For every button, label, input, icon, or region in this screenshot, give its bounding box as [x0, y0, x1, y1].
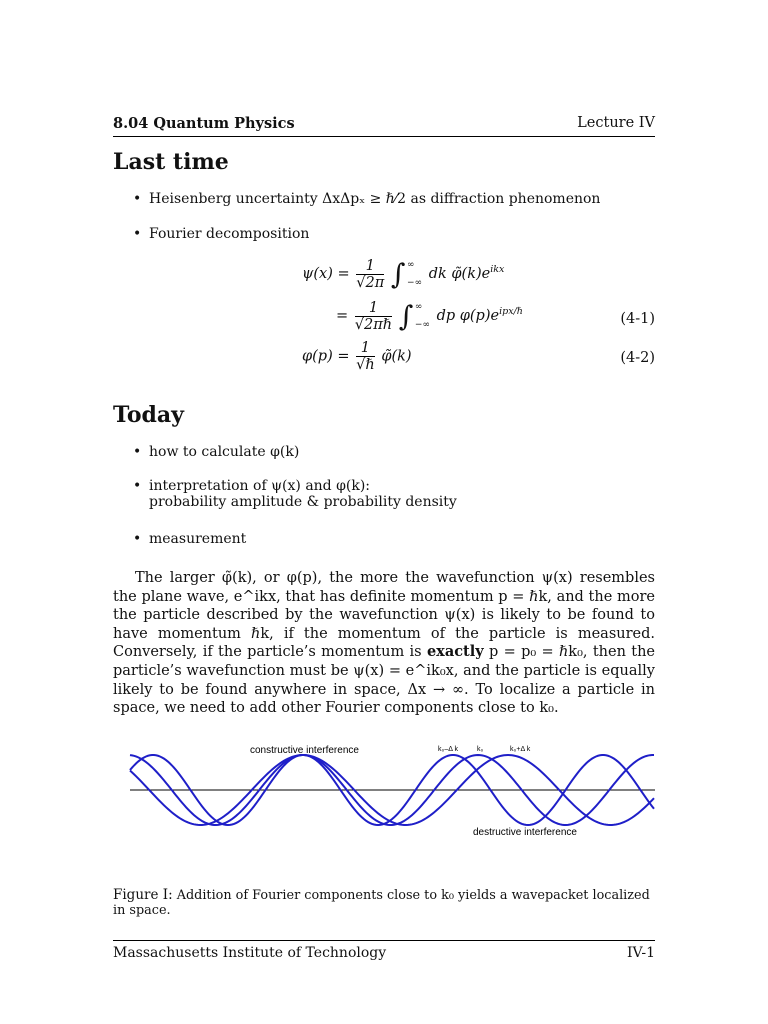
eq3-rhs: φ̃(k): [381, 348, 412, 365]
eq1-num: 1: [356, 258, 384, 275]
lecture-label: Lecture IV: [577, 115, 655, 131]
footer-rule: [113, 940, 655, 941]
eq2-equals: =: [336, 308, 349, 324]
bullet-heisenberg: [133, 191, 601, 207]
label-constructive: constructive interference: [250, 745, 359, 756]
bullet-calculate: [133, 444, 300, 460]
label-k0: k₀: [477, 746, 484, 753]
label-k0-plus-dk: k₀+Δ k: [510, 746, 531, 753]
body-paragraph: [113, 569, 655, 718]
header-rule: [113, 136, 655, 137]
eq3-num: 1: [356, 340, 375, 357]
equation-line-1: [302, 256, 504, 292]
bullet-text: Heisenberg uncertainty ΔxΔpₓ ≥ ℏ⁄2 as diffraction phenomenon: [149, 191, 601, 207]
interference-figure: [120, 736, 665, 848]
upper-limit: ∞: [407, 260, 415, 270]
integral-sign: ∫: [398, 299, 414, 333]
section-title-today: Today: [113, 402, 184, 428]
bullet-text: interpretation of ψ(x) and φ(k):: [149, 478, 371, 494]
figure-caption: [113, 887, 655, 918]
paragraph-text-1: The larger φ̃(k), or φ(p), the more the wavefunction ψ(x) resembles the plane wave, e^ikx, that has definite momentum p = ℏk, and the more the particle described by the wavefunction ψ(x) is likely to be found to have momentum ℏk, if the momentum of the particle is measured. Conversely, if the particle’s momentum is: [113, 570, 655, 661]
bullet-fourier: [133, 226, 310, 242]
caption-label: Figure I:: [113, 887, 173, 903]
eq2-den: √2πℏ: [354, 316, 393, 333]
integral-limits: [407, 256, 422, 292]
equation-line-2: [336, 298, 523, 334]
bullet-text: measurement: [149, 531, 247, 547]
bullet-dot: •: [133, 226, 142, 242]
eq1-lhs: ψ(x) =: [302, 266, 350, 282]
equation-number-4-1: (4-1): [620, 311, 655, 327]
equation-number-4-2: (4-2): [620, 350, 655, 366]
paragraph-text-2: p = p₀ = ℏk₀, then the particle’s wavefunction must be ψ(x) = e^ik₀x, and the particle is equally likely to be found anywhere in space, Δx → ∞. To localize a particle in space, we need to add other Fourier components close to k₀.: [113, 644, 655, 717]
bullet-dot: •: [133, 531, 142, 547]
footer-institution: Massachusetts Institute of Technology: [113, 945, 387, 961]
eq1-fraction: [356, 258, 384, 291]
equation-line-3: [302, 340, 412, 373]
bullet-text-line2: probability amplitude & probability density: [149, 494, 457, 510]
lower-limit: −∞: [407, 278, 423, 288]
bullet-text: Fourier decomposition: [149, 226, 310, 242]
section-title-last-time: Last time: [113, 149, 229, 175]
caption-text: Addition of Fourier components close to k₀ yields a wavepacket localized in space.: [113, 888, 650, 918]
eq2-num: 1: [355, 300, 392, 317]
label-k0-minus-dk: k₀–Δ k: [438, 746, 459, 753]
eq3-fraction: [356, 340, 375, 373]
bullet-dot: •: [133, 444, 142, 460]
eq1-den: √2π: [356, 274, 385, 291]
upper-limit: ∞: [414, 302, 423, 312]
eq2-integrand: dp φ(p)e: [436, 308, 500, 324]
bullet-text: how to calculate φ(k): [149, 444, 300, 460]
course-title: 8.04 Quantum Physics: [113, 115, 295, 132]
eq2-fraction: [355, 300, 392, 333]
bullet-dot: •: [133, 191, 142, 207]
bullet-dot: •: [133, 478, 142, 494]
eq3-lhs: φ(p) =: [302, 348, 350, 365]
eq2-exponent: ipx/ℏ: [499, 306, 523, 318]
eq1-integrand: dk φ̃(k)e: [428, 266, 491, 282]
footer-page-number: IV-1: [627, 945, 655, 961]
paragraph-bold-exactly: exactly: [426, 643, 484, 661]
label-destructive: destructive interference: [473, 827, 577, 838]
bullet-interpretation: [133, 478, 457, 510]
integral-sign: ∫: [390, 257, 406, 291]
bullet-measurement: [133, 531, 247, 547]
lower-limit: −∞: [414, 320, 430, 330]
eq1-exponent: ikx: [490, 264, 505, 276]
eq3-den: √ℏ: [356, 357, 375, 373]
integral-limits: [415, 298, 430, 334]
